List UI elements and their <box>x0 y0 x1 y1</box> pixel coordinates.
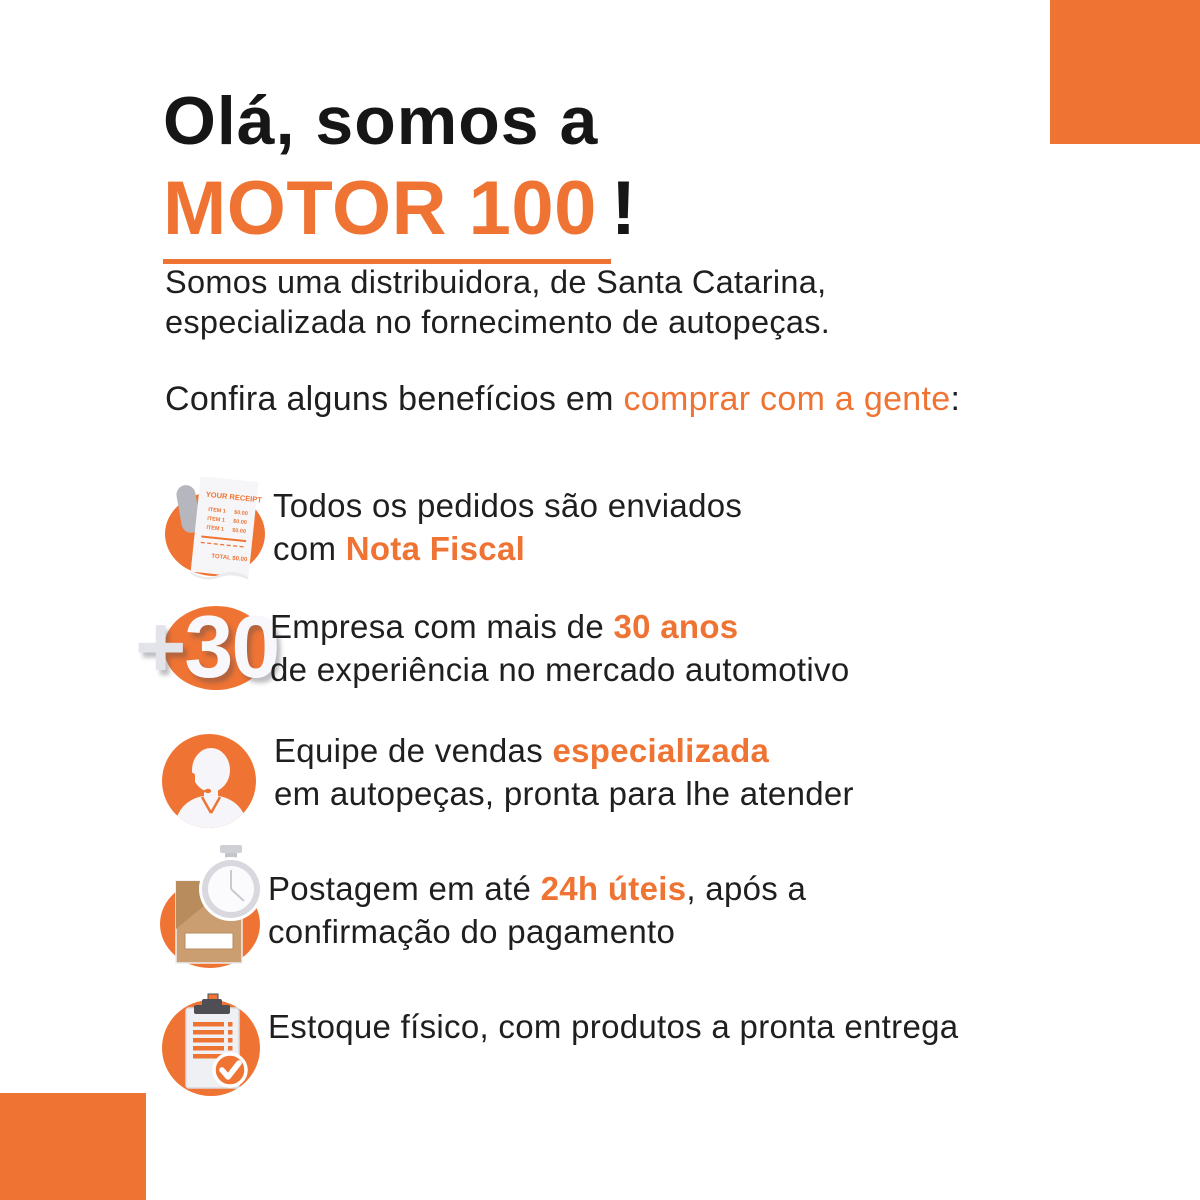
svg-text:ITEM 1: ITEM 1 <box>206 524 225 533</box>
plus-sign: + <box>135 597 185 696</box>
svg-text:$0.00: $0.00 <box>231 527 247 536</box>
benefit-line: com Nota Fiscal <box>273 530 526 567</box>
intro-line-1: Somos uma distribuidora, de Santa Catarina, <box>165 264 827 300</box>
benefit-line: confirmação do pagamento <box>268 913 676 950</box>
intro-paragraph <box>165 262 830 342</box>
svg-text:ITEM 1: ITEM 1 <box>207 507 227 515</box>
highlight-text: 24h úteis <box>540 870 687 907</box>
greeting-text: Olá, somos a <box>163 83 599 159</box>
benefits-heading-prefix: Confira alguns benefícios em <box>165 380 624 418</box>
stock-clipboard-icon <box>160 992 265 1107</box>
highlight-text: Nota Fiscal <box>345 530 526 567</box>
intro-line-2: especializada no fornecimento de autopeças. <box>165 304 831 340</box>
benefit-line: Postagem em até 24h úteis, após a <box>268 870 807 907</box>
corner-square-top-right <box>1050 0 1200 144</box>
benefit-line: em autopeças, pronta para lhe atender <box>274 775 854 812</box>
benefits-heading-highlight: comprar com a gente <box>623 380 951 418</box>
exclamation-mark: ! <box>610 166 637 251</box>
title-block <box>163 80 637 264</box>
benefit-text-estoque <box>268 1005 958 1048</box>
benefits-heading-suffix: : <box>950 380 961 418</box>
thirty-number: 30 <box>184 597 279 696</box>
svg-text:$0.00: $0.00 <box>232 518 248 527</box>
receipt-title-text: YOUR RECEIPT <box>205 489 263 505</box>
benefit-text-postagem <box>268 867 806 953</box>
highlight-text: 30 anos <box>613 608 739 645</box>
benefit-line: Estoque físico, com produtos a pronta entrega <box>268 1008 959 1045</box>
brand-line <box>163 166 637 264</box>
benefit-line: Todos os pedidos são enviados <box>273 487 743 524</box>
corner-square-bottom-left <box>0 1093 146 1200</box>
benefit-line: de experiência no mercado automotivo <box>270 651 850 688</box>
svg-text:ITEM 1: ITEM 1 <box>206 515 226 524</box>
brand-name: MOTOR 100 <box>163 166 611 264</box>
benefit-line: Equipe de vendas especializada <box>274 732 770 769</box>
highlight-text: especializada <box>552 732 770 769</box>
svg-text:$0.00: $0.00 <box>233 509 249 518</box>
benefit-line: Empresa com mais de 30 anos <box>270 608 739 645</box>
benefits-heading <box>165 378 960 420</box>
benefit-text-equipe <box>274 729 854 815</box>
receipt-total-text: TOTAL $0.00 <box>211 553 248 564</box>
support-agent-icon <box>161 733 257 834</box>
receipt-icon <box>162 477 270 596</box>
benefit-text-nota-fiscal <box>273 484 742 570</box>
shipping-box-timer-icon <box>158 843 270 976</box>
benefit-text-30-anos <box>270 605 849 691</box>
